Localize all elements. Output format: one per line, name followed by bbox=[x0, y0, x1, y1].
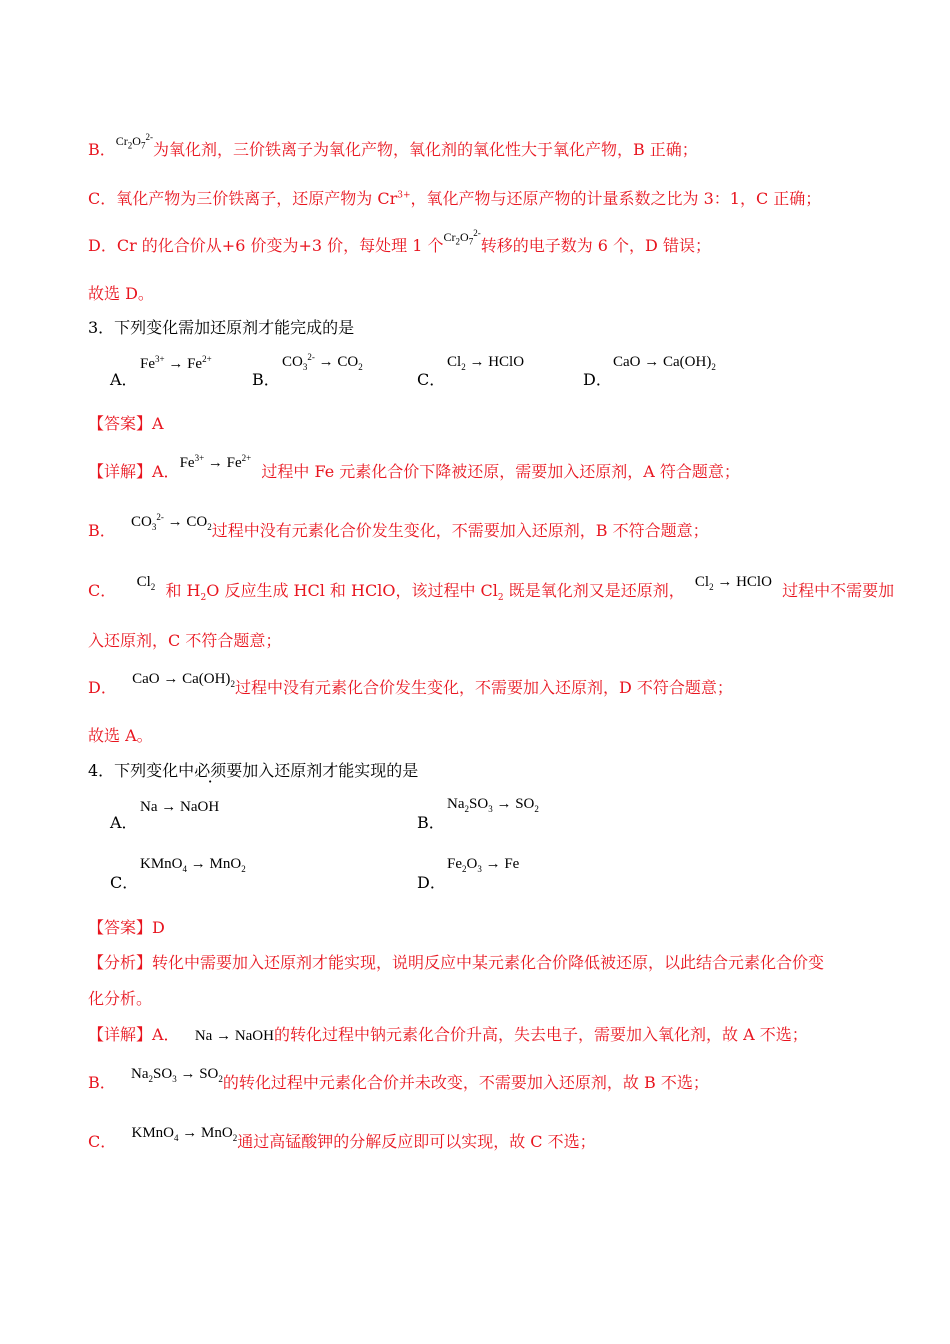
formula: $Cl_2$ → HClO bbox=[694, 574, 772, 592]
q4-option-b-formula: $Na_2SO_3 \to SO_2$ bbox=[447, 796, 539, 814]
detail-label: C． bbox=[88, 1132, 117, 1151]
q3-option-b-label: B． bbox=[252, 370, 280, 389]
formula: $Fe^{3+} \to Fe^{2+}$ bbox=[179, 453, 252, 471]
formula: $CO_3^{2-} \to CO_2$ bbox=[131, 512, 212, 532]
q4-analysis: 【分析】转化中需要加入还原剂才能实现，说明反应中某元素化合价降低被还原，以此结合元素化合价变 bbox=[88, 953, 825, 972]
detail-text: 过程中没有元素化合价发生变化，不需要加入还原剂，B 不符合题意； bbox=[211, 521, 709, 540]
q4-option-a-formula: Na → NaOH bbox=[140, 799, 220, 815]
formula: $Na_2SO_3 \to SO_2$ bbox=[131, 1066, 223, 1084]
q4-detail-b bbox=[88, 1066, 709, 1094]
stem-text: 要加入还原剂才能实现的是 bbox=[226, 761, 419, 780]
question-4-stem bbox=[88, 761, 418, 781]
q3-option-c-formula: $Cl_2$ → HClO bbox=[447, 354, 525, 372]
q4-answer: 【答案】D bbox=[88, 918, 165, 937]
formula: $Cr_2O_7^{2-}$ bbox=[443, 228, 481, 247]
explanation-d-line bbox=[88, 228, 711, 257]
q3-option-a-formula: $Fe^{3+} \to Fe^{2+}$ bbox=[140, 354, 212, 372]
q3-option-c-label: C． bbox=[417, 370, 446, 389]
q3-option-d-label: D． bbox=[583, 370, 612, 389]
q3-option-a-label: A． bbox=[110, 370, 138, 389]
formula: KMnO$_4$ → MnO$_2$ bbox=[131, 1125, 238, 1143]
formula: Na → NaOH bbox=[194, 1028, 274, 1044]
detail-text: 通过高锰酸钾的分解反应即可以实现，故 C 不选； bbox=[237, 1132, 596, 1151]
choice-line: 故选 D。 bbox=[88, 284, 154, 303]
detail-label: C． bbox=[88, 581, 117, 600]
explanation-text: 为氧化剂，三价铁离子为氧化产物，氧化剂的氧化性大于氧化产物，B 正确； bbox=[152, 140, 698, 159]
emphasis-text: 必须 bbox=[194, 761, 227, 780]
detail-text: 过程中没有元素化合价发生变化，不需要加入还原剂，D 不符合题意； bbox=[234, 678, 733, 697]
detail-label: B． bbox=[88, 521, 116, 540]
detail-label: 【详解】A． bbox=[88, 1025, 180, 1044]
explanation-text: 转移的电子数为 6 个，D 错误； bbox=[480, 236, 711, 255]
q3-detail-c-continued: 入还原剂，C 不符合题意； bbox=[88, 631, 282, 650]
explanation-c-line: C．氧化产物为三价铁离子，还原产物为 $Cr^{3+}$，氧化产物与还原产物的计量系数之比为 3：1，C 正确； bbox=[88, 189, 822, 208]
formula: CaO → $Ca(OH)_2$ bbox=[132, 671, 235, 689]
detail-label: D． bbox=[88, 678, 117, 697]
q4-option-d-formula: $Fe_2O_3 \to Fe$ bbox=[447, 856, 520, 874]
q4-detail-a bbox=[88, 1025, 808, 1046]
question-3-stem: 3．下列变化需加还原剂才能完成的是 bbox=[88, 318, 355, 337]
explanation-b-line bbox=[88, 132, 698, 161]
q4-detail-c bbox=[88, 1125, 596, 1153]
detail-text: 过程中 Fe 元素化合价下降被还原，需要加入还原剂，A 符合题意； bbox=[261, 462, 740, 481]
q3-choice: 故选 A。 bbox=[88, 726, 153, 745]
option-label: B． bbox=[88, 140, 116, 159]
q4-option-d-label: D． bbox=[417, 873, 446, 892]
q3-detail-d bbox=[88, 671, 733, 699]
formula: $Cr_2O_7^{2-}$ bbox=[115, 132, 153, 151]
detail-label: 【详解】A． bbox=[88, 462, 180, 481]
detail-text: 和 $H_2O$ 反应生成 HCl 和 HClO，该过程中 $Cl_2$ 既是氧化剂又是还原剂， bbox=[165, 581, 685, 604]
stem-text: 4．下列变化中 bbox=[88, 761, 195, 780]
q3-detail-a bbox=[88, 453, 740, 483]
explanation-text: D．Cr 的化合价从+6 价变为+3 价，每处理 1 个 bbox=[88, 236, 444, 255]
detail-label: B． bbox=[88, 1073, 116, 1092]
q3-detail-b bbox=[88, 512, 709, 542]
q3-answer: 【答案】A bbox=[88, 414, 164, 433]
q3-option-b-formula: $CO_3^{2-} \to CO_2$ bbox=[282, 352, 363, 372]
q4-analysis-continued: 化分析。 bbox=[88, 989, 153, 1008]
formula: $Cl_2$ bbox=[136, 574, 156, 592]
q3-detail-c bbox=[88, 574, 895, 604]
detail-text: 的转化过程中元素化合价并未改变，不需要加入还原剂，故 B 不选； bbox=[222, 1073, 709, 1092]
q4-option-b-label: B． bbox=[417, 813, 445, 832]
detail-text: 的转化过程中钠元素化合价升高，失去电子，需要加入氧化剂，故 A 不选； bbox=[273, 1025, 808, 1044]
q4-option-c-formula: KMnO$_4$ → MnO$_2$ bbox=[140, 856, 246, 874]
detail-text: 过程中不需要加 bbox=[782, 581, 895, 600]
q4-option-a-label: A． bbox=[110, 813, 138, 832]
q4-option-c-label: C． bbox=[110, 873, 139, 892]
q3-option-d-formula: CaO → $Ca(OH)_2$ bbox=[613, 354, 716, 372]
